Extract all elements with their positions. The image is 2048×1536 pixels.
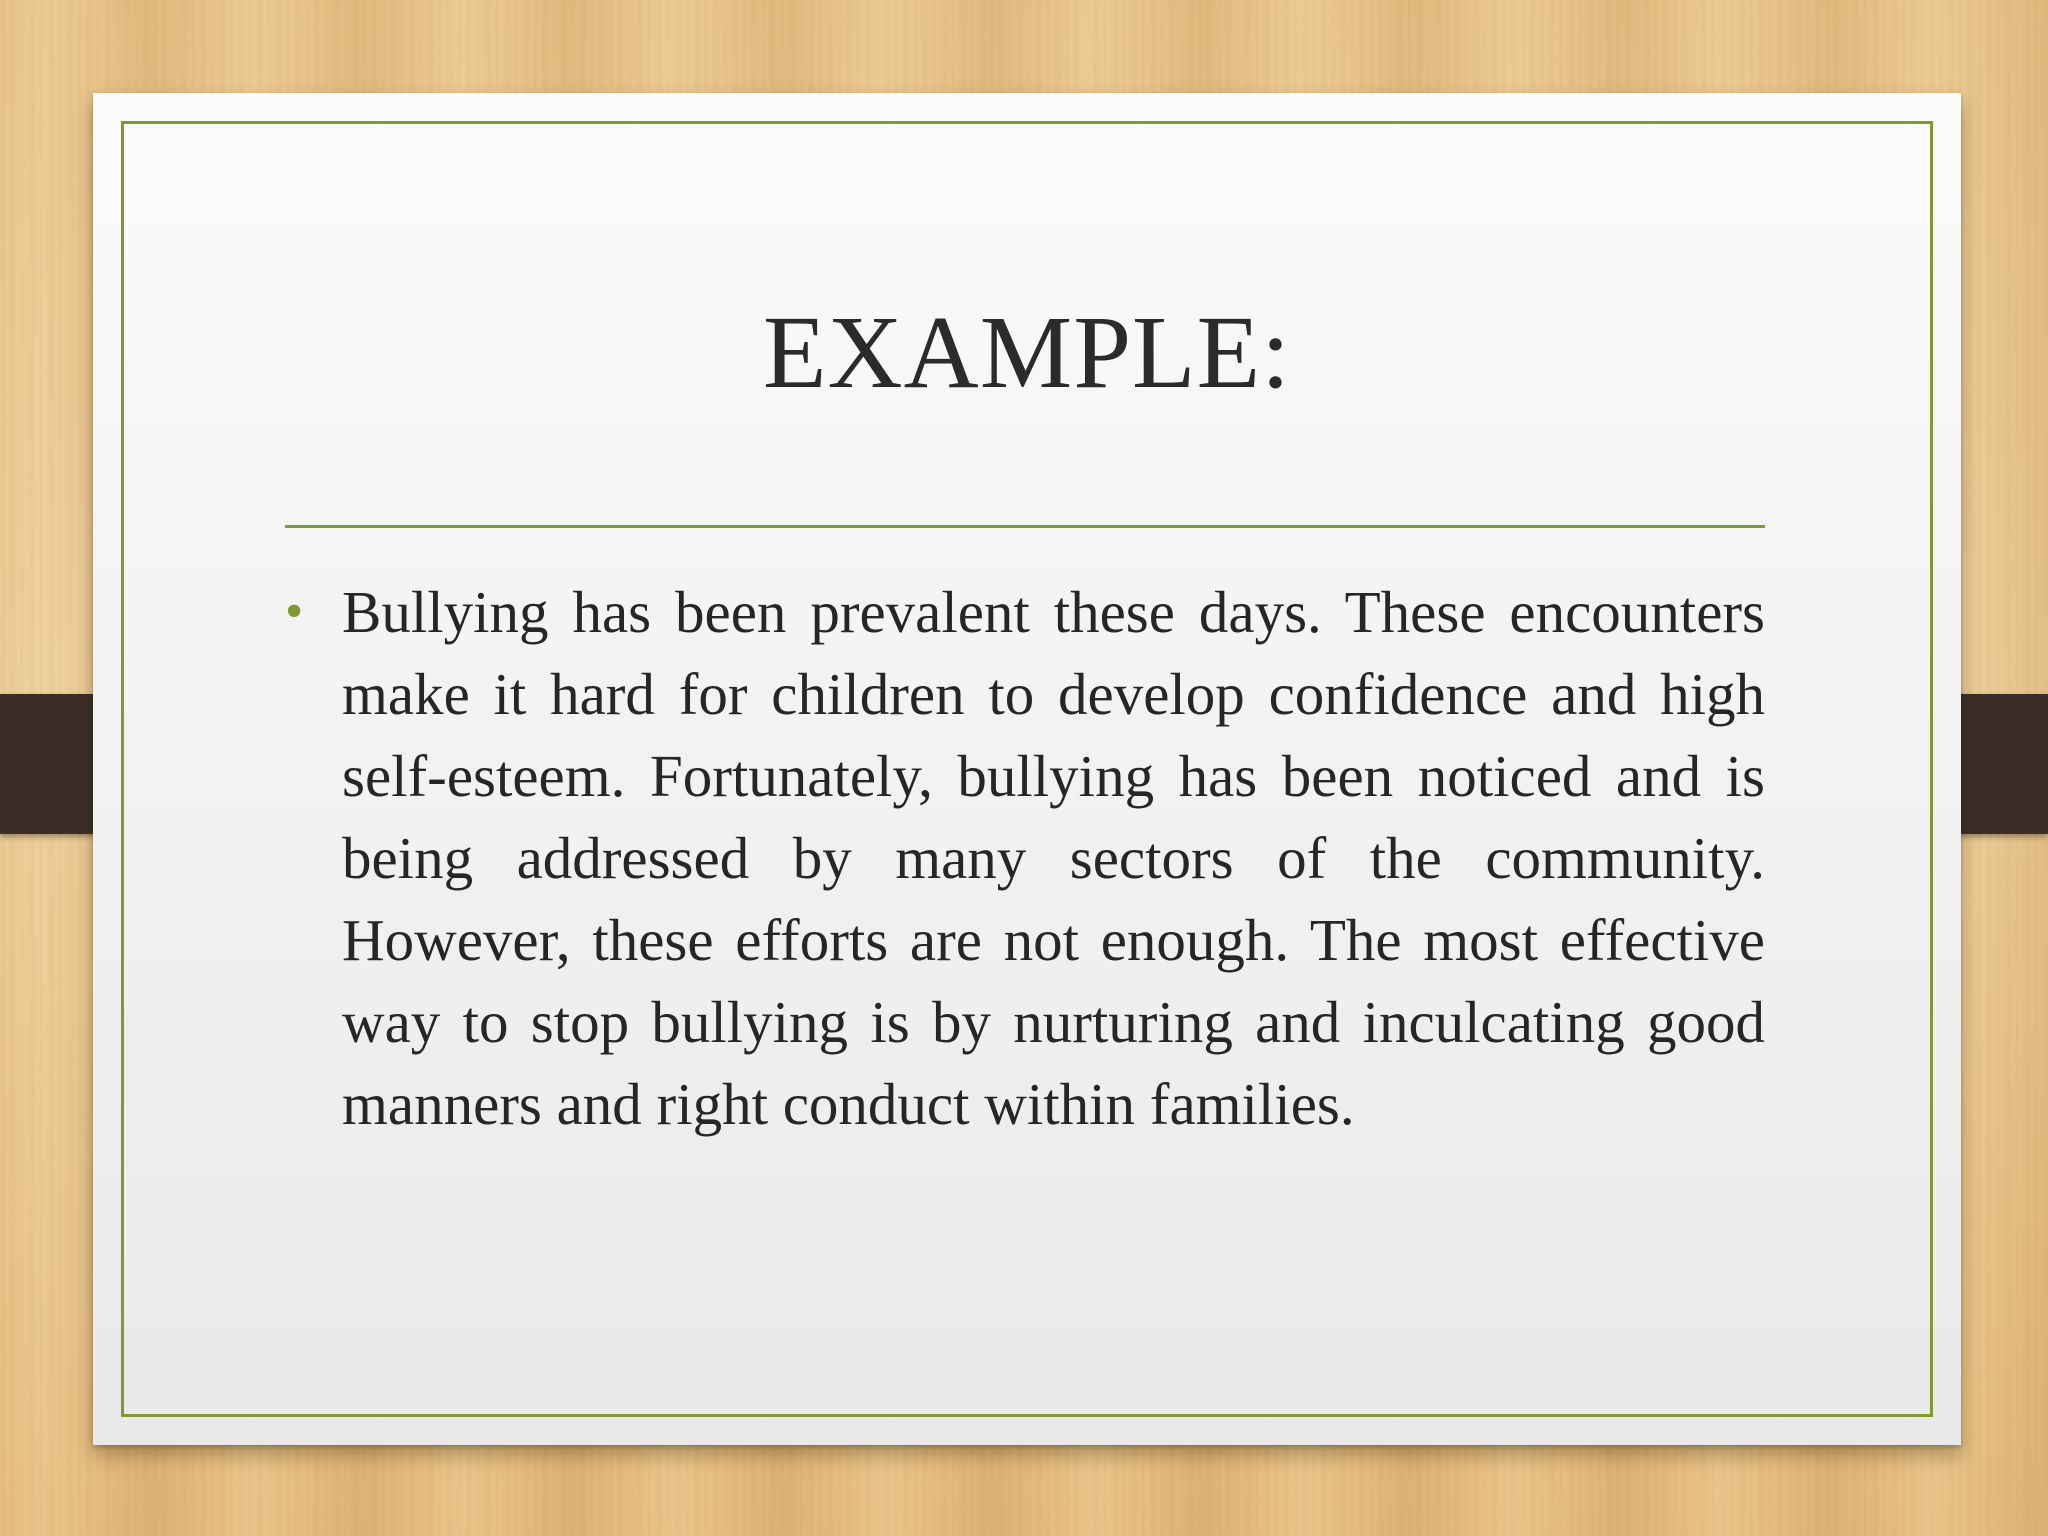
slide-card (93, 93, 1961, 1445)
bullet-text: Bullying has been prevalent these days. These encounters make it hard for children to develop confidence and high self-esteem. Fortunately, bullying has been noticed and is being addressed by many sectors of the community. However, these efforts are not enough. The most effective way to stop bullying is by nurturing and inculcating good manners and right conduct within families. (342, 579, 1765, 1137)
bullet-list (285, 571, 1765, 1145)
bullet-item (285, 571, 1765, 1145)
bullet-icon: • (285, 583, 304, 640)
title-divider (285, 525, 1765, 528)
slide-title: EXAMPLE: (763, 295, 1291, 410)
